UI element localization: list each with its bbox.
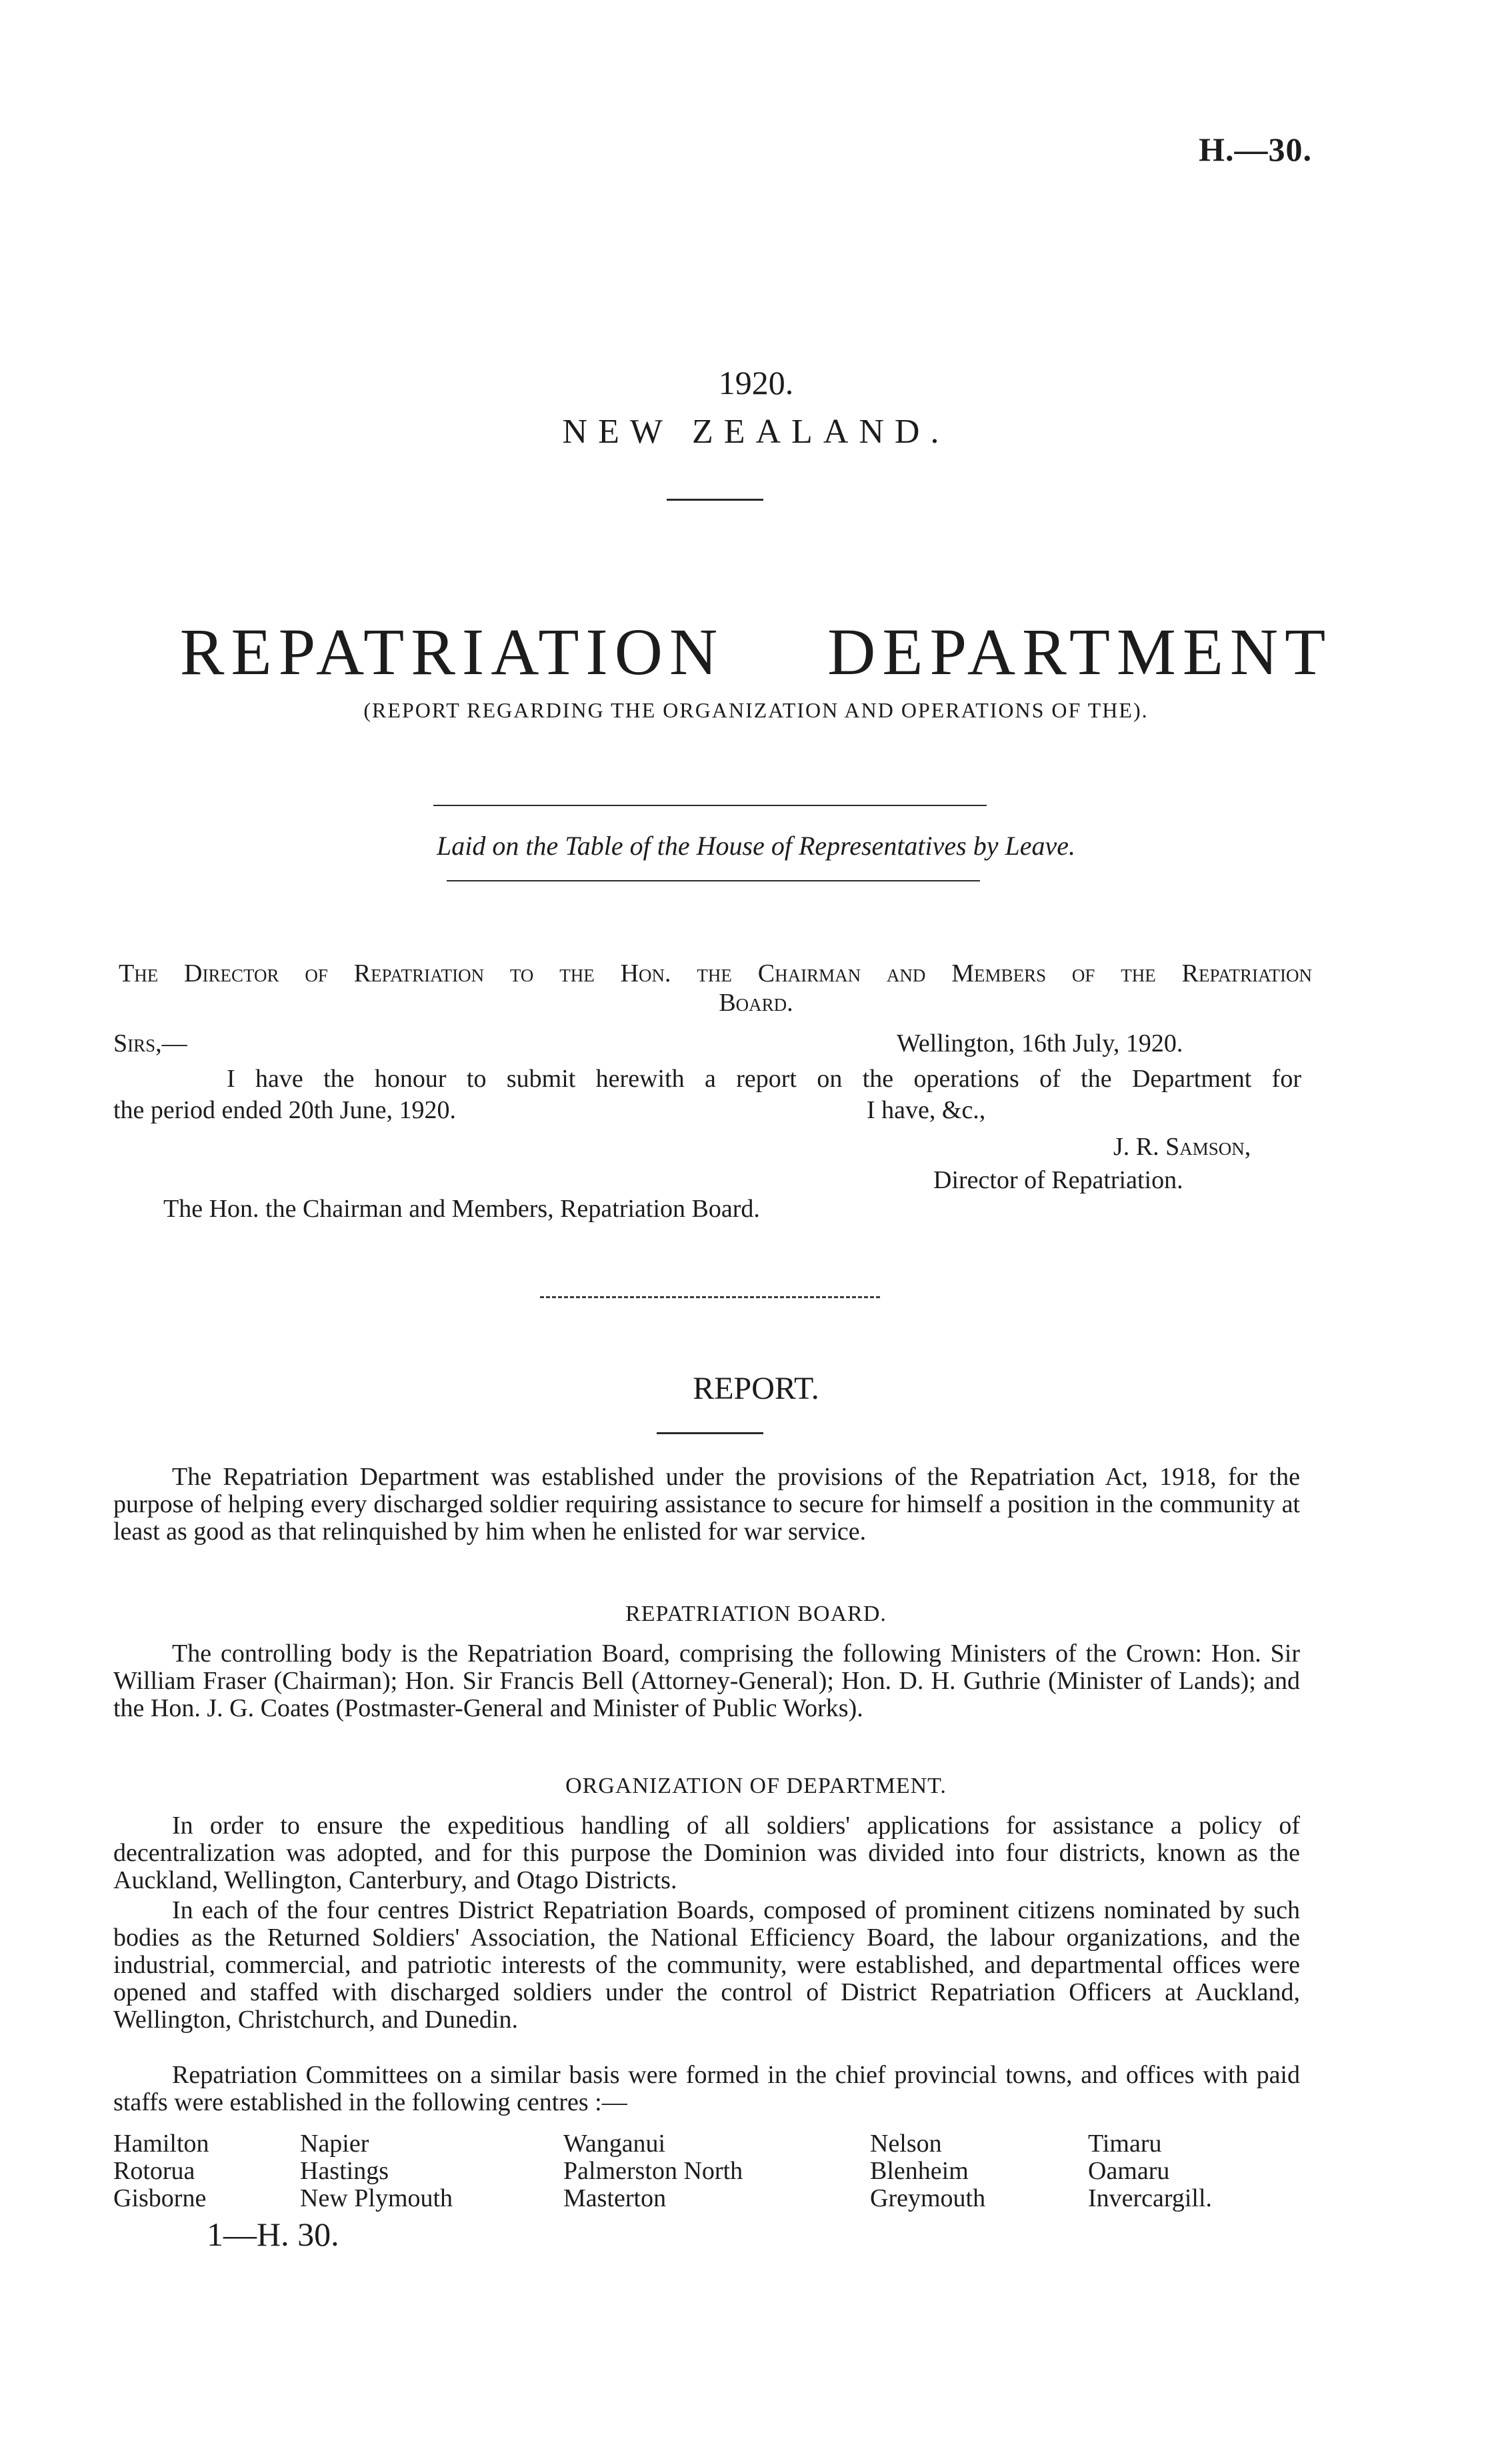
town-name: Blenheim bbox=[870, 2157, 969, 2185]
letter-closing: I have, &c., bbox=[867, 1096, 986, 1124]
organization-heading: ORGANIZATION OF DEPARTMENT. bbox=[565, 1774, 947, 1798]
towns-column-4 bbox=[870, 2130, 985, 2212]
report-heading: REPORT. bbox=[693, 1371, 819, 1406]
divider bbox=[667, 499, 763, 501]
board-paragraph: The controlling body is the Repatriation Board, comprising the following Ministers of the Crown: Hon. Sir William Fraser (Chairman); Hon. Sir Francis Bell (Attorney-General); Hon. D. H. Guthrie (Minister of Lands); and the Hon. J. G. Coates (Postmaster-General and Minister of Public Works). bbox=[113, 1640, 1300, 1722]
letter-address-continued: Board. bbox=[719, 989, 793, 1017]
letter-body: I have the honour to submit herewith a report on the operations of the Department for bbox=[227, 1065, 1301, 1093]
letter-signature: J. R. Samson, bbox=[1113, 1133, 1251, 1161]
towns-column-3 bbox=[563, 2130, 743, 2212]
towns-column-5 bbox=[1088, 2130, 1212, 2212]
laid-on-table-line: Laid on the Table of the House of Representatives by Leave. bbox=[437, 831, 1075, 861]
page-code: H.—30. bbox=[1199, 131, 1312, 168]
divider bbox=[433, 805, 987, 806]
divider bbox=[657, 1432, 763, 1434]
letter-place-date: Wellington, 16th July, 1920. bbox=[897, 1029, 1183, 1057]
town-name: Timaru bbox=[1088, 2130, 1162, 2158]
report-intro: The Repatriation Department was established under the provisions of the Repatriation Act, 1918, for the purpose of helping every discharged soldier requiring assistance to secure for himself a position in the community at least as good as that relinquished by him when he enlisted for war service. bbox=[113, 1463, 1300, 1546]
country-heading: NEW ZEALAND. bbox=[562, 413, 950, 451]
board-heading: REPATRIATION BOARD. bbox=[625, 1602, 887, 1626]
report-subtitle: (REPORT REGARDING THE ORGANIZATION AND OPERATIONS OF THE). bbox=[363, 698, 1149, 722]
letter-body-continued: the period ended 20th June, 1920. bbox=[113, 1096, 456, 1124]
letter-salutation: Sirs,— bbox=[113, 1029, 187, 1057]
letter-signature-title: Director of Repatriation. bbox=[933, 1166, 1183, 1194]
towns-column-2 bbox=[300, 2130, 453, 2212]
organization-paragraph-3: Repatriation Committees on a similar basis were formed in the chief provincial towns, and offices with paid staffs were established in the following centres :— bbox=[113, 2061, 1300, 2116]
organization-paragraph-2: In each of the four centres District Repatriation Boards, composed of prominent citizens nominated by such bodies as the Returned Soldiers' Association, the National Efficiency Board, the labour organizations, and the industrial, commercial, and patriotic interests of the community, were established, and departmental offices were opened and staffed with discharged soldiers under the control of District Repatriation Officers at Auckland, Wellington, Christchurch, and Dunedin. bbox=[113, 1896, 1300, 2034]
divider bbox=[540, 1296, 880, 1298]
letter-address: The Director of Repatriation to the Hon. the Chairman and Members of the Repatriation bbox=[119, 959, 1312, 987]
town-name: Gisborne bbox=[113, 2184, 207, 2212]
town-name: Hastings bbox=[300, 2157, 389, 2185]
town-name: Oamaru bbox=[1088, 2157, 1170, 2185]
town-name: Rotorua bbox=[113, 2157, 195, 2185]
signature-mark: 1—H. 30. bbox=[207, 2216, 339, 2253]
town-name: Masterton bbox=[563, 2184, 667, 2212]
town-name: Palmerston North bbox=[563, 2157, 743, 2185]
town-name: Napier bbox=[300, 2130, 369, 2158]
organization-paragraph-1: In order to ensure the expeditious handling of all soldiers' applications for assistance a policy of decentralization was adopted, and for this purpose the Dominion was divided into four districts, known as the Auckland, Wellington, Canterbury, and Otago Districts. bbox=[113, 1812, 1300, 1894]
report-title: REPATRIATION DEPARTMENT bbox=[179, 615, 1333, 689]
town-name: Wanganui bbox=[563, 2130, 666, 2158]
town-name: New Plymouth bbox=[300, 2184, 453, 2212]
town-name: Invercargill. bbox=[1088, 2184, 1213, 2212]
divider bbox=[447, 880, 980, 881]
town-name: Nelson bbox=[870, 2130, 942, 2158]
towns-column-1 bbox=[113, 2130, 209, 2212]
year: 1920. bbox=[718, 364, 794, 401]
town-name: Hamilton bbox=[113, 2130, 209, 2158]
town-name: Greymouth bbox=[870, 2184, 986, 2212]
letter-addressee: The Hon. the Chairman and Members, Repatriation Board. bbox=[163, 1195, 760, 1223]
